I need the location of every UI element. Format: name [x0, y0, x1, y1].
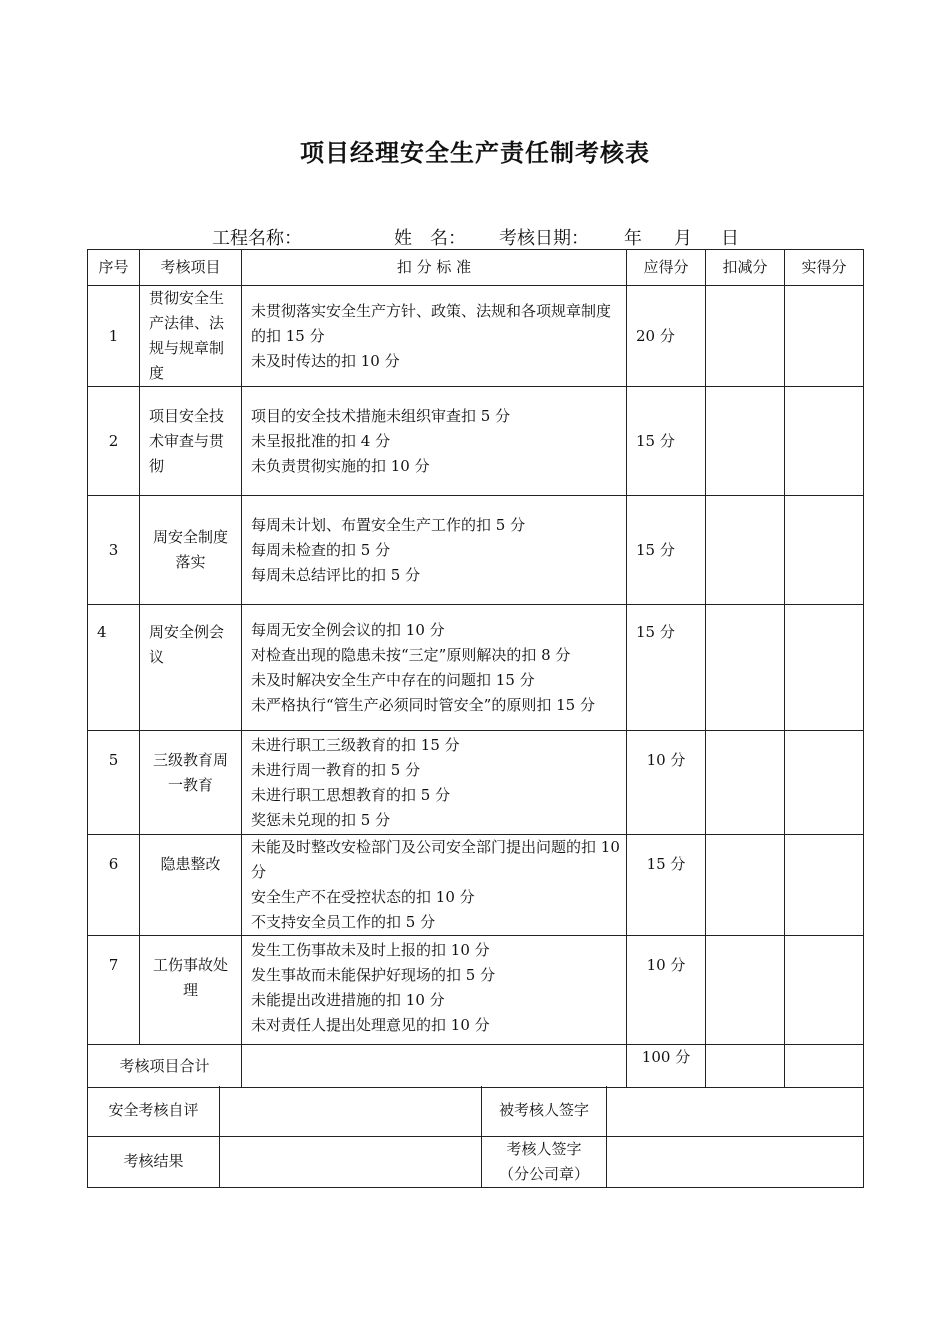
assessor-sign-text: 考核人签字	[506, 1139, 582, 1158]
name-label: 姓 名：	[394, 228, 466, 249]
total-label: 考核项目合计	[88, 1045, 242, 1088]
standard-line: 每周未检查的扣 5 分	[251, 540, 391, 559]
standard-line: 对检查出现的隐患未按“三定”原则解决的扣 8 分	[251, 645, 571, 664]
total-row	[88, 1045, 864, 1088]
assessor-sign-label	[482, 1136, 607, 1187]
day-label: 日	[721, 228, 739, 249]
table-row	[88, 835, 864, 936]
assessee-sign-field[interactable]	[607, 1086, 864, 1136]
row-standard	[242, 605, 627, 731]
row-deduct-cell[interactable]	[706, 496, 785, 605]
row-no: 3	[88, 496, 140, 605]
signature-table	[87, 1086, 864, 1188]
row-actual-cell[interactable]	[785, 605, 864, 731]
standard-line: 每周未计划、布置安全生产工作的扣 5 分	[251, 515, 526, 534]
assessee-sign-label: 被考核人签字	[482, 1086, 607, 1136]
standard-line: 不支持安全员工作的扣 5 分	[251, 913, 436, 931]
standard-line: 未严格执行“管生产必须同时管安全”的原则扣 15 分	[251, 695, 595, 714]
row-due-score: 15 分	[627, 496, 706, 605]
standard-line: 未对责任人提出处理意见的扣 10 分	[251, 1016, 490, 1034]
standard-line: 安全生产不在受控状态的扣 10 分	[251, 888, 475, 906]
self-eval-row	[88, 1086, 864, 1136]
table-row	[88, 605, 864, 731]
row-actual-cell[interactable]	[785, 936, 864, 1045]
self-eval-field[interactable]	[220, 1086, 482, 1136]
result-field[interactable]	[220, 1136, 482, 1187]
row-standard	[242, 731, 627, 835]
standard-line: 未进行职工思想教育的扣 5 分	[251, 785, 451, 804]
standard-line: 未呈报批准的扣 4 分	[251, 431, 391, 450]
row-actual-cell[interactable]	[785, 387, 864, 496]
assessment-table	[87, 249, 864, 1088]
table-row	[88, 936, 864, 1045]
row-deduct-cell[interactable]	[706, 387, 785, 496]
row-actual-cell[interactable]	[785, 731, 864, 835]
row-no: 5	[88, 731, 140, 835]
header-actual-score: 实得分	[785, 250, 864, 286]
result-row	[88, 1136, 864, 1187]
month-label: 月	[674, 228, 692, 249]
header-item: 考核项目	[140, 250, 242, 286]
header-standard: 扣 分 标 准	[242, 250, 627, 286]
row-actual-cell[interactable]	[785, 286, 864, 387]
row-standard	[242, 936, 627, 1045]
row-no: 1	[88, 286, 140, 387]
total-blank-cell	[242, 1045, 627, 1088]
row-item: 工伤事故处理	[140, 936, 242, 1045]
standard-line: 未能提出改进措施的扣 10 分	[251, 991, 445, 1009]
total-deduct-cell[interactable]	[706, 1045, 785, 1088]
header-no: 序号	[88, 250, 140, 286]
table-row	[88, 387, 864, 496]
standard-line: 奖惩未兑现的扣 5 分	[251, 810, 391, 829]
row-item: 项目安全技术审查与贯彻	[140, 387, 242, 496]
standard-line: 未进行职工三级教育的扣 15 分	[251, 735, 460, 754]
row-due-score: 15 分	[627, 835, 706, 936]
standard-line: 每周无安全例会议的扣 10 分	[251, 620, 445, 639]
standard-line: 发生事故而未能保护好现场的扣 5 分	[251, 966, 496, 984]
standard-line: 项目的安全技术措施未组织审查扣 5 分	[251, 406, 511, 425]
row-standard	[242, 496, 627, 605]
total-score: 100 分	[627, 1045, 706, 1088]
row-deduct-cell[interactable]	[706, 286, 785, 387]
standard-line: 未及时解决安全生产中存在的问题扣 15 分	[251, 670, 535, 689]
row-actual-cell[interactable]	[785, 496, 864, 605]
table-row	[88, 286, 864, 387]
result-label: 考核结果	[88, 1136, 220, 1187]
project-name-label: 工程名称：	[212, 228, 302, 249]
table-row	[88, 496, 864, 605]
row-standard	[242, 286, 627, 387]
row-deduct-cell[interactable]	[706, 835, 785, 936]
header-deduct-score: 扣减分	[706, 250, 785, 286]
assessor-sign-field[interactable]	[607, 1136, 864, 1187]
standard-line: 未能及时整改安检部门及公司安全部门提出问题的扣 10 分	[251, 838, 620, 881]
row-due-score: 20 分	[627, 286, 706, 387]
row-deduct-cell[interactable]	[706, 936, 785, 1045]
date-label: 考核日期：	[499, 228, 589, 249]
total-actual-cell[interactable]	[785, 1045, 864, 1088]
row-item: 隐患整改	[140, 835, 242, 936]
row-due-score: 15 分	[627, 605, 706, 731]
row-deduct-cell[interactable]	[706, 605, 785, 731]
row-item: 周安全例会议	[140, 605, 242, 731]
standard-line: 发生工伤事故未及时上报的扣 10 分	[251, 941, 490, 959]
row-due-score: 15 分	[627, 387, 706, 496]
row-item: 贯彻安全生产法律、法规与规章制度	[140, 286, 242, 387]
standard-line: 未进行周一教育的扣 5 分	[251, 760, 421, 779]
header-row	[88, 250, 864, 286]
row-standard	[242, 387, 627, 496]
standard-line: 未贯彻落实安全生产方针、政策、法规和各项规章制度的扣 15 分	[251, 301, 612, 345]
row-no: 4	[88, 605, 140, 731]
table-row	[88, 731, 864, 835]
standard-line: 未及时传达的扣 10 分	[251, 351, 400, 370]
branch-seal-text: （分公司章）	[498, 1164, 589, 1183]
row-due-score: 10 分	[627, 731, 706, 835]
row-no: 7	[88, 936, 140, 1045]
row-no: 6	[88, 835, 140, 936]
row-due-score: 10 分	[627, 936, 706, 1045]
row-standard	[242, 835, 627, 936]
header-due-score: 应得分	[627, 250, 706, 286]
standard-line: 未负责贯彻实施的扣 10 分	[251, 456, 430, 475]
row-no: 2	[88, 387, 140, 496]
self-eval-label: 安全考核自评	[88, 1086, 220, 1136]
row-deduct-cell[interactable]	[706, 731, 785, 835]
page-title: 项目经理安全生产责任制考核表	[300, 139, 650, 167]
year-label: 年	[624, 228, 642, 249]
row-item: 周安全制度落实	[140, 496, 242, 605]
row-item: 三级教育周一教育	[140, 731, 242, 835]
row-actual-cell[interactable]	[785, 835, 864, 936]
standard-line: 每周未总结评比的扣 5 分	[251, 565, 421, 584]
